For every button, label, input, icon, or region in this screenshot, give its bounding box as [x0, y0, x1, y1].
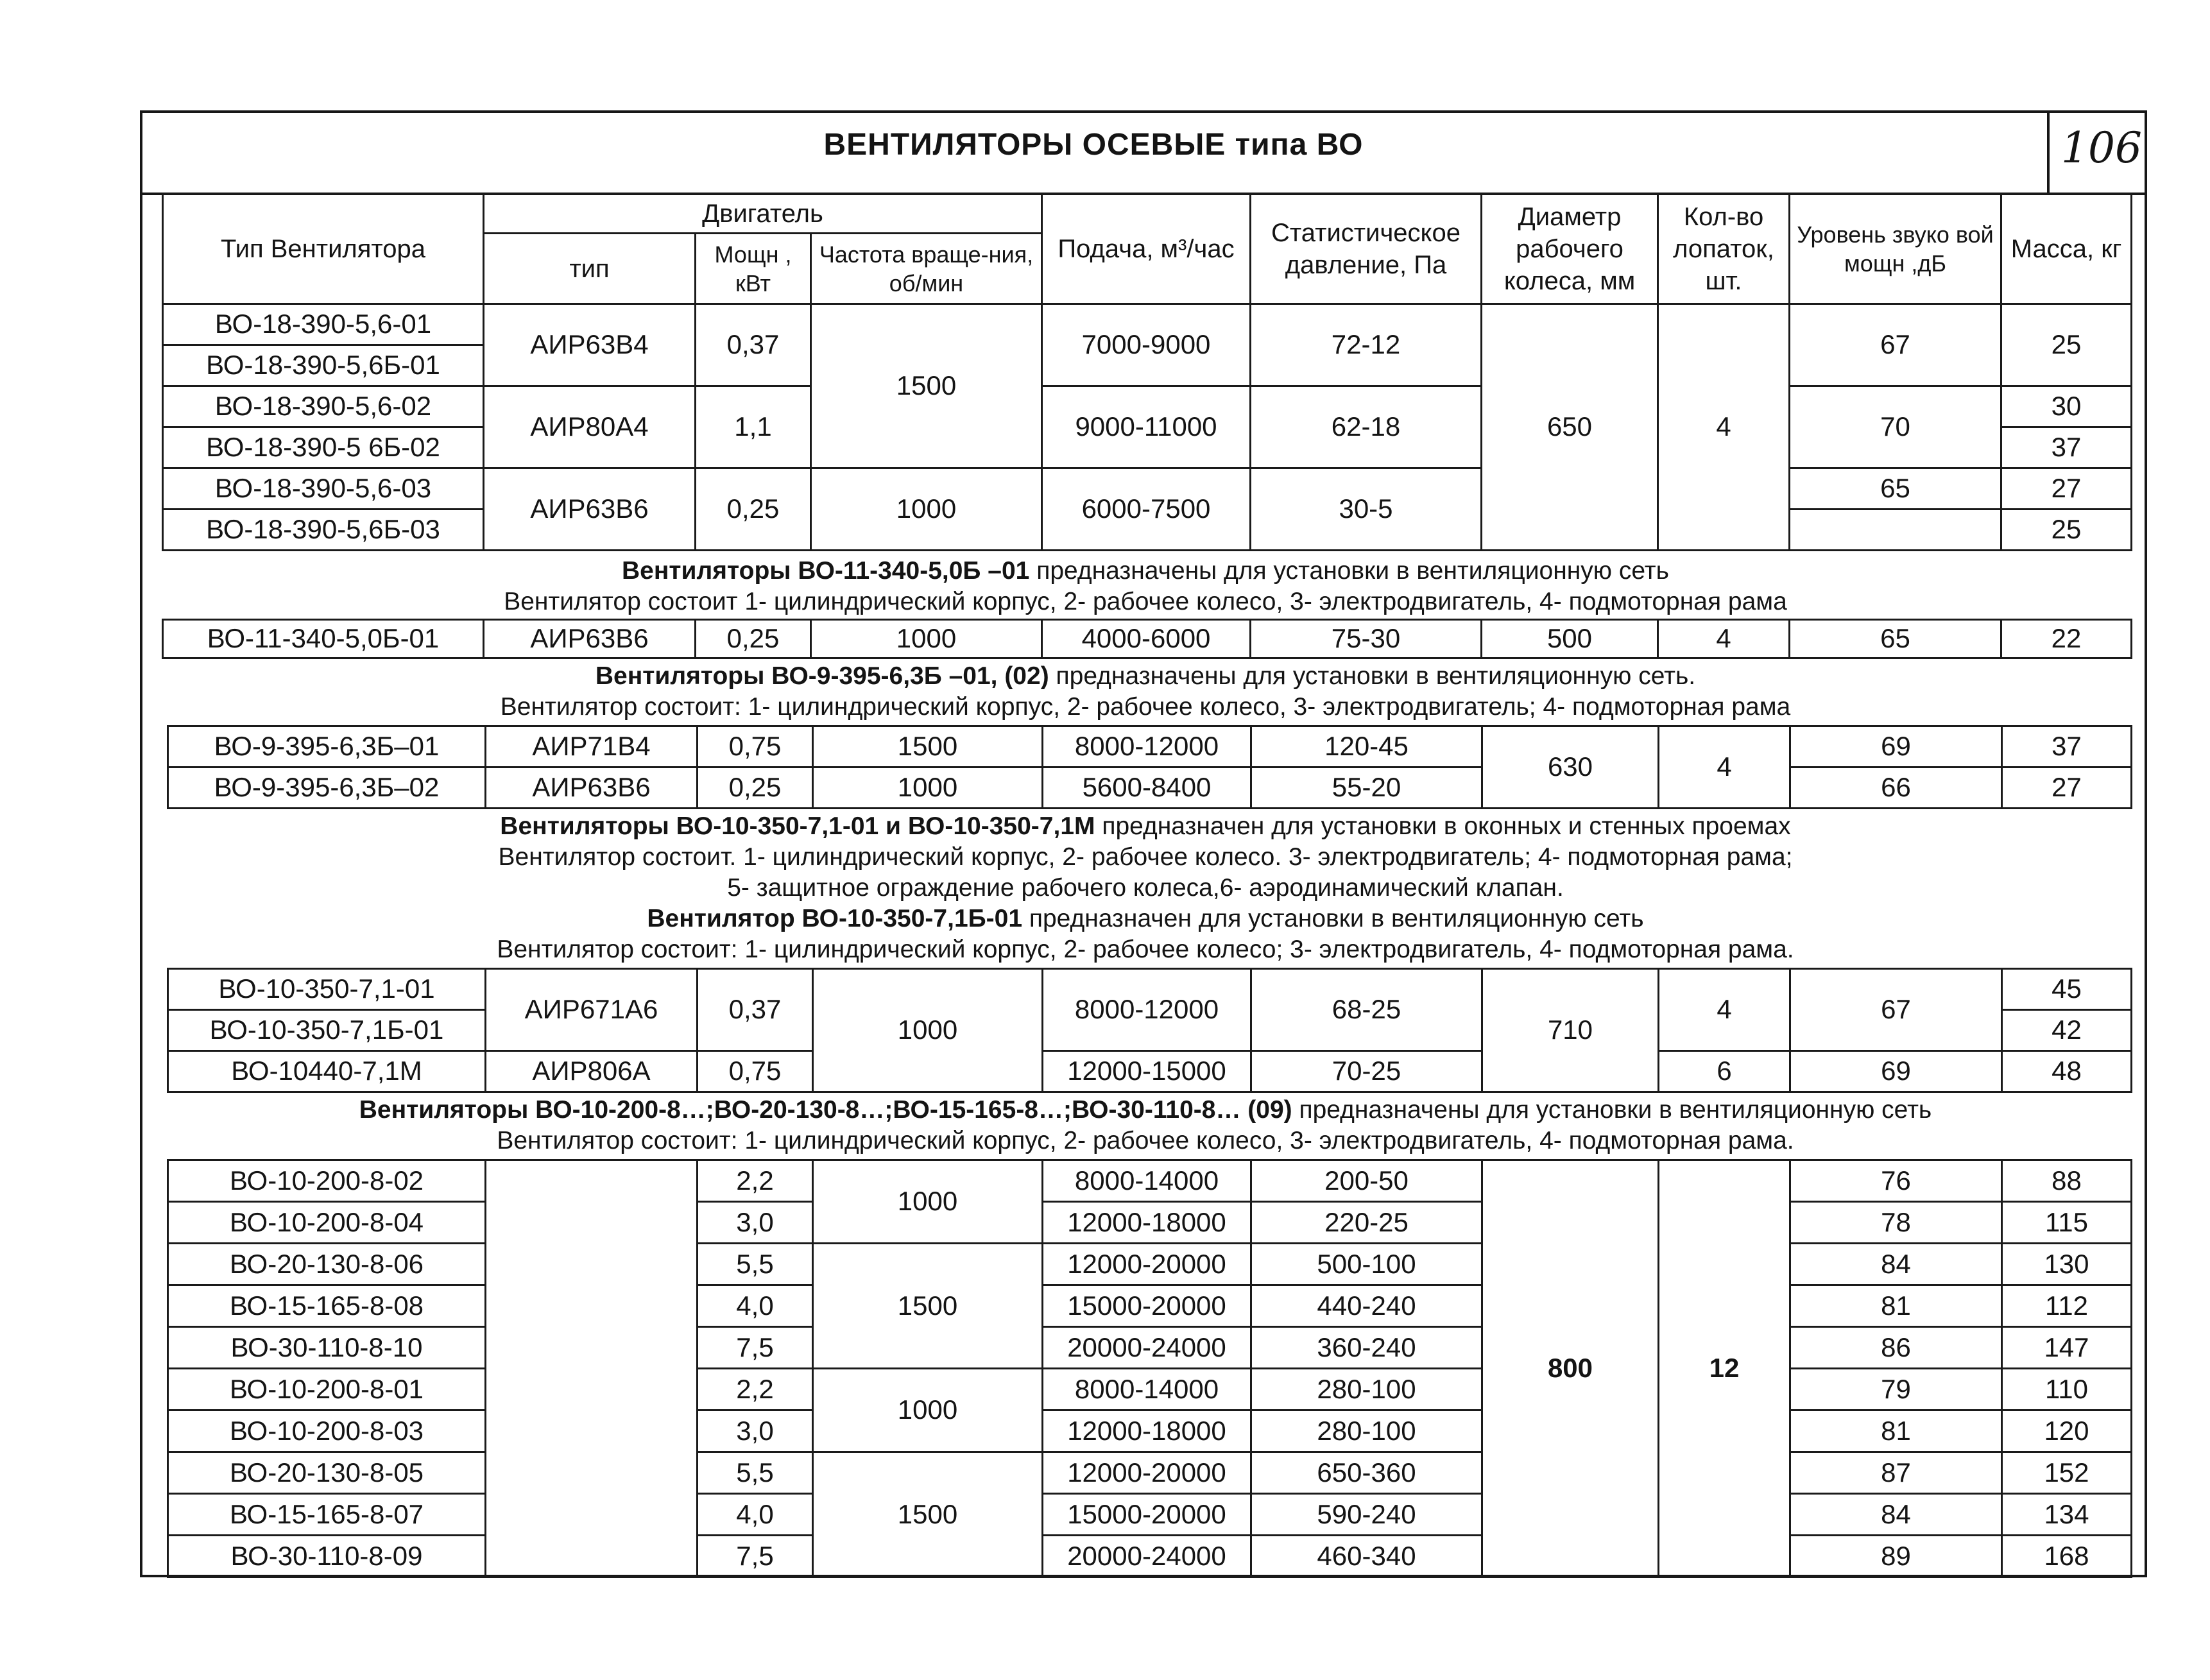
- noise-cell: 65: [1790, 468, 2001, 510]
- type-cell: ВО-9-395-6,3Б–02: [168, 767, 486, 809]
- blades-cell: 4: [1659, 969, 1790, 1051]
- type-cell: ВО-10-200-8-03: [168, 1410, 486, 1452]
- type-cell: ВО-10-200-8-04: [168, 1202, 486, 1244]
- table-group-2: [162, 619, 2132, 659]
- flow-cell: 20000-24000: [1043, 1536, 1251, 1577]
- motor-cell: АИР63В4: [484, 304, 696, 386]
- table-row: [168, 1410, 2132, 1452]
- table-group-4: [167, 968, 2132, 1093]
- note-3-rest-2: предназначен для установки в вентиляционную сеть: [1022, 905, 1644, 932]
- header-power: Мощн , кВт: [696, 234, 811, 304]
- note-4-bold: Вентиляторы ВО-10-200-8…;ВО-20-130-8…;ВО-15-165-8…;ВО-30-110-8… (09): [359, 1096, 1292, 1124]
- note-3-bold-1: Вентиляторы ВО-10-350-7,1-01 и ВО-10-350-7,1М: [500, 812, 1095, 840]
- type-cell: ВО-15-165-8-08: [168, 1285, 486, 1327]
- mass-cell: 22: [2001, 620, 2132, 658]
- note-4-line-1: [154, 1095, 2137, 1126]
- noise-cell: 79: [1790, 1369, 2002, 1410]
- blades-cell: 4: [1659, 726, 1790, 809]
- type-cell: ВО-10-200-8-01: [168, 1369, 486, 1410]
- noise-cell: 69: [1790, 1051, 2002, 1092]
- flow-cell: 6000-7500: [1042, 468, 1251, 551]
- type-cell: ВО-30-110-8-09: [168, 1536, 486, 1577]
- flow-cell: 12000-18000: [1043, 1410, 1251, 1452]
- noise-cell: 81: [1790, 1285, 2002, 1327]
- mass-cell: 115: [2002, 1202, 2132, 1244]
- pressure-cell: 280-100: [1251, 1410, 1482, 1452]
- table-row: [168, 1369, 2132, 1410]
- pressure-cell: 30-5: [1251, 468, 1482, 551]
- flow-cell: 4000-6000: [1042, 620, 1251, 658]
- power-cell: 4,0: [698, 1494, 813, 1536]
- flow-cell: 8000-14000: [1043, 1160, 1251, 1202]
- motor-cell: АИР63В6: [486, 767, 698, 809]
- motor-cell: АИР71В4: [486, 726, 698, 767]
- note-1-rest: предназначены для установки в вентиляционную сеть: [1029, 557, 1669, 585]
- flow-cell: 7000-9000: [1042, 304, 1251, 386]
- header-pressure: Статистическое давление, Па: [1251, 194, 1482, 304]
- pressure-cell: 590-240: [1251, 1494, 1482, 1536]
- note-1-line-1: [154, 556, 2137, 587]
- noise-cell: 67: [1790, 969, 2002, 1051]
- header-motor-type: тип: [484, 234, 696, 304]
- pressure-cell: 460-340: [1251, 1536, 1482, 1577]
- note-4-line-2: Вентилятор состоит: 1- цилиндрический корпус, 2- рабочее колесо, 3- электродвигатель, 4- подмоторная рама.: [497, 1127, 1794, 1154]
- noise-cell: 67: [1790, 304, 2001, 386]
- type-cell: ВО-11-340-5,0Б-01: [163, 620, 484, 658]
- power-cell: 0,25: [696, 468, 811, 551]
- diameter-cell: 800: [1482, 1160, 1659, 1577]
- header-mass: Масса, кг: [2001, 194, 2132, 304]
- pressure-cell: 62-18: [1251, 386, 1482, 468]
- noise-cell: 86: [1790, 1327, 2002, 1369]
- noise-cell: 76: [1790, 1160, 2002, 1202]
- note-3-line-2: Вентилятор состоит. 1- цилиндрический корпус, 2- рабочее колесо. 3- электродвигатель; 4- подмоторная рама;: [498, 843, 1793, 871]
- flow-cell: 15000-20000: [1043, 1494, 1251, 1536]
- mass-cell: 110: [2002, 1369, 2132, 1410]
- table-group-3: [167, 725, 2132, 809]
- flow-cell: 20000-24000: [1043, 1327, 1251, 1369]
- header-type: Тип Вентилятора: [163, 194, 484, 304]
- power-cell: 4,0: [698, 1285, 813, 1327]
- blades-cell: 6: [1659, 1051, 1790, 1092]
- blades-cell: 12: [1659, 1160, 1790, 1577]
- table-row: [168, 1285, 2132, 1327]
- speed-cell: 1000: [813, 1369, 1043, 1452]
- mass-cell: 120: [2002, 1410, 2132, 1452]
- note-1-line-2: Вентилятор состоит 1- цилиндрический корпус, 2- рабочее колесо, 3- электродвигатель, 4- подмоторная рама: [504, 588, 1787, 615]
- type-cell: ВО-18-390-5,6-03: [163, 468, 484, 510]
- power-cell: 0,37: [696, 304, 811, 386]
- pressure-cell: 70-25: [1251, 1051, 1482, 1092]
- power-cell: 2,2: [698, 1160, 813, 1202]
- power-cell: 0,37: [698, 969, 813, 1051]
- table-row: [168, 1327, 2132, 1369]
- mass-cell: 168: [2002, 1536, 2132, 1577]
- speed-cell: 1500: [813, 726, 1043, 767]
- noise-cell: 81: [1790, 1410, 2002, 1452]
- pressure-cell: 440-240: [1251, 1285, 1482, 1327]
- mass-cell: 152: [2002, 1452, 2132, 1494]
- table-row: [168, 1051, 2132, 1092]
- power-cell: 2,2: [698, 1369, 813, 1410]
- motor-cell: АИР671А6: [486, 969, 698, 1051]
- pressure-cell: 68-25: [1251, 969, 1482, 1051]
- note-2-rest: предназначены для установки в вентиляционную сеть.: [1049, 662, 1696, 690]
- noise-cell: 65: [1790, 620, 2001, 658]
- pressure-cell: 200-50: [1251, 1160, 1482, 1202]
- blades-cell: 4: [1658, 304, 1790, 551]
- pressure-cell: 75-30: [1251, 620, 1482, 658]
- table-row: [168, 1452, 2132, 1494]
- power-cell: 0,25: [698, 767, 813, 809]
- speed-cell: 1500: [813, 1244, 1043, 1369]
- noise-cell: 70: [1790, 386, 2001, 468]
- mass-cell: 147: [2002, 1327, 2132, 1369]
- noise-cell: 69: [1790, 726, 2002, 767]
- speed-cell: 1000: [813, 767, 1043, 809]
- table-group-1: [162, 193, 2132, 551]
- type-cell: ВО-10-200-8-02: [168, 1160, 486, 1202]
- power-cell: 0,75: [698, 726, 813, 767]
- header-diameter: Диаметр рабочего колеса, мм: [1482, 194, 1658, 304]
- power-cell: 5,5: [698, 1452, 813, 1494]
- noise-cell: [1790, 510, 2001, 551]
- flow-cell: 5600-8400: [1043, 767, 1251, 809]
- flow-cell: 12000-20000: [1043, 1452, 1251, 1494]
- pressure-cell: 55-20: [1251, 767, 1482, 809]
- speed-cell: 1000: [813, 1160, 1043, 1244]
- power-cell: 0,25: [696, 620, 811, 658]
- flow-cell: 12000-15000: [1043, 1051, 1251, 1092]
- table-row: [168, 1536, 2132, 1577]
- pressure-cell: 360-240: [1251, 1327, 1482, 1369]
- diameter-cell: 650: [1482, 304, 1658, 551]
- note-3-bold-2: Вентилятор ВО-10-350-7,1Б-01: [647, 905, 1023, 932]
- pressure-cell: 220-25: [1251, 1202, 1482, 1244]
- mass-cell: 27: [2002, 767, 2132, 809]
- power-cell: 1,1: [696, 386, 811, 468]
- motor-cell: АИР63В6: [484, 620, 696, 658]
- type-cell: ВО-18-390-5,6Б-03: [163, 510, 484, 551]
- note-4-rest: предназначены для установки в вентиляционную сеть: [1292, 1096, 1932, 1124]
- type-cell: ВО-18-390-5,6-01: [163, 304, 484, 345]
- mass-cell: 37: [2001, 427, 2132, 468]
- motor-cell: АИР806А: [486, 1051, 698, 1092]
- header-speed: Частота враще-ния, об/мин: [811, 234, 1042, 304]
- flow-cell: 8000-12000: [1043, 726, 1251, 767]
- mass-cell: 134: [2002, 1494, 2132, 1536]
- table-row: [163, 620, 2132, 658]
- noise-cell: 84: [1790, 1244, 2002, 1285]
- diameter-cell: 500: [1482, 620, 1658, 658]
- power-cell: 3,0: [698, 1410, 813, 1452]
- mass-cell: 48: [2002, 1051, 2132, 1092]
- flow-cell: 8000-12000: [1043, 969, 1251, 1051]
- header-blades: Кол-во лопаток, шт.: [1658, 194, 1790, 304]
- speed-cell: 1000: [811, 620, 1042, 658]
- flow-cell: 15000-20000: [1043, 1285, 1251, 1327]
- table-row: [168, 1202, 2132, 1244]
- type-cell: ВО-15-165-8-07: [168, 1494, 486, 1536]
- mass-cell: 42: [2002, 1010, 2132, 1051]
- flow-cell: 9000-11000: [1042, 386, 1251, 468]
- mass-cell: 130: [2002, 1244, 2132, 1285]
- type-cell: ВО-20-130-8-06: [168, 1244, 486, 1285]
- note-3-line-1: [154, 811, 2137, 842]
- type-cell: ВО-20-130-8-05: [168, 1452, 486, 1494]
- header-noise: Уровень звуко вой мощн ,дБ: [1790, 194, 2001, 304]
- header-flow: Подача, м³/час: [1042, 194, 1251, 304]
- power-cell: 3,0: [698, 1202, 813, 1244]
- flow-cell: 12000-18000: [1043, 1202, 1251, 1244]
- type-cell: ВО-10-350-7,1Б-01: [168, 1010, 486, 1051]
- pressure-cell: 280-100: [1251, 1369, 1482, 1410]
- speed-cell: 1500: [813, 1452, 1043, 1577]
- noise-cell: 87: [1790, 1452, 2002, 1494]
- table-row: [168, 767, 2132, 809]
- type-cell: ВО-18-390-5,6-02: [163, 386, 484, 427]
- power-cell: 7,5: [698, 1327, 813, 1369]
- note-2-line-1: [154, 661, 2137, 692]
- blades-cell: 4: [1658, 620, 1790, 658]
- mass-cell: 45: [2002, 969, 2132, 1010]
- pressure-cell: 120-45: [1251, 726, 1482, 767]
- type-cell: ВО-18-390-5,6Б-01: [163, 345, 484, 386]
- table-row: [168, 969, 2132, 1010]
- table-row: [168, 1494, 2132, 1536]
- note-2-line-2: Вентилятор состоит: 1- цилиндрический корпус, 2- рабочее колесо, 3- электродвигатель; 4- подмоторная рама: [500, 693, 1791, 721]
- note-1-bold: Вентиляторы ВО-11-340-5,0Б –01: [622, 557, 1030, 585]
- mass-cell: 37: [2002, 726, 2132, 767]
- table-group-5: [167, 1159, 2132, 1578]
- power-cell: 7,5: [698, 1536, 813, 1577]
- pressure-cell: 72-12: [1251, 304, 1482, 386]
- page-title: ВЕНТИЛЯТОРЫ ОСЕВЫЕ типа ВО: [823, 128, 1364, 162]
- flow-cell: 8000-14000: [1043, 1369, 1251, 1410]
- diameter-cell: 630: [1482, 726, 1659, 809]
- motor-cell: АИР63В6: [484, 468, 696, 551]
- speed-cell: 1000: [811, 468, 1042, 551]
- type-cell: ВО-10440-7,1М: [168, 1051, 486, 1092]
- noise-cell: 66: [1790, 767, 2002, 809]
- table-row: [168, 726, 2132, 767]
- power-cell: 5,5: [698, 1244, 813, 1285]
- note-2-bold: Вентиляторы ВО-9-395-6,3Б –01, (02): [595, 662, 1049, 690]
- noise-cell: 89: [1790, 1536, 2002, 1577]
- speed-cell: 1000: [813, 969, 1043, 1092]
- pressure-cell: 500-100: [1251, 1244, 1482, 1285]
- type-cell: ВО-30-110-8-10: [168, 1327, 486, 1369]
- motor-cell: [486, 1160, 698, 1577]
- pressure-cell: 650-360: [1251, 1452, 1482, 1494]
- header-motor: Двигатель: [484, 194, 1042, 234]
- mass-cell: 30: [2001, 386, 2132, 427]
- note-3-rest-1: предназначен для установки в оконных и стенных проемах: [1095, 812, 1791, 840]
- noise-cell: 78: [1790, 1202, 2002, 1244]
- type-cell: ВО-18-390-5 6Б-02: [163, 427, 484, 468]
- page-number: 106: [2061, 123, 2142, 173]
- motor-cell: АИР80А4: [484, 386, 696, 468]
- type-cell: ВО-9-395-6,3Б–01: [168, 726, 486, 767]
- mass-cell: 27: [2001, 468, 2132, 510]
- table-row: [168, 1160, 2132, 1202]
- flow-cell: 12000-20000: [1043, 1244, 1251, 1285]
- noise-cell: 84: [1790, 1494, 2002, 1536]
- table-row: [168, 1244, 2132, 1285]
- power-cell: 0,75: [698, 1051, 813, 1092]
- note-3-line-4: [154, 904, 2137, 934]
- mass-cell: 25: [2001, 304, 2132, 386]
- note-3-line-3: 5- защитное ограждение рабочего колеса,6- аэродинамический клапан.: [727, 874, 1564, 902]
- type-cell: ВО-10-350-7,1-01: [168, 969, 486, 1010]
- speed-cell: 1500: [811, 304, 1042, 468]
- mass-cell: 112: [2002, 1285, 2132, 1327]
- mass-cell: 88: [2002, 1160, 2132, 1202]
- mass-cell: 25: [2001, 510, 2132, 551]
- note-3-line-5: Вентилятор состоит: 1- цилиндрический корпус, 2- рабочее колесо; 3- электродвигатель, 4- подмоторная рама.: [497, 936, 1794, 963]
- diameter-cell: 710: [1482, 969, 1659, 1092]
